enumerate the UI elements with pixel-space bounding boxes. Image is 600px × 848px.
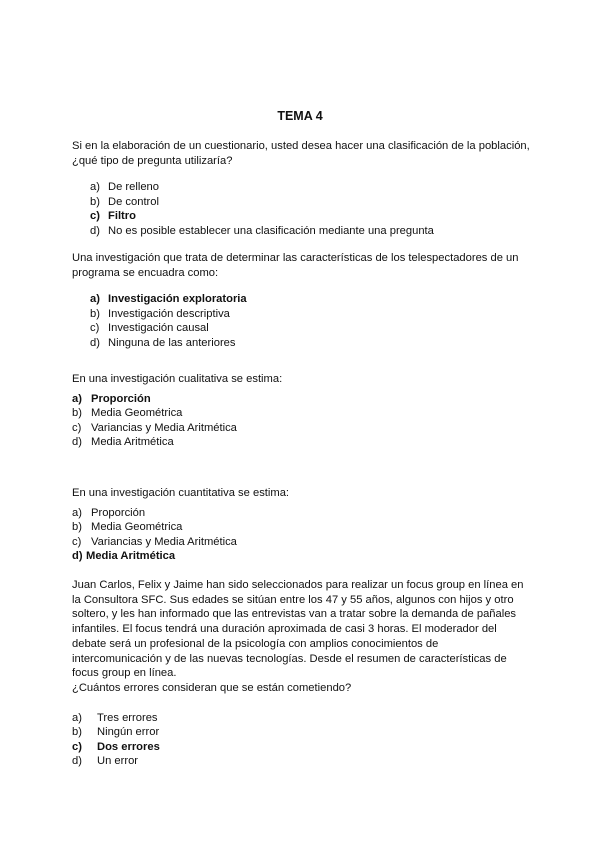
q2-option-d: d) Ninguna de las anteriores (90, 337, 236, 349)
question-5-line: debate será un profesional de la psicología con amplios conocimientos de (72, 637, 439, 650)
question-5-line: soltero, y les han informado que las entrevistas van a tratar sobre la demanda de pañales (72, 608, 517, 621)
q1-option-c: c) Filtro (90, 210, 136, 222)
question-5-line: ¿Cuántos errores consideran que se están cometiendo? (72, 681, 352, 694)
question-4 (72, 486, 532, 501)
q4-option-c: c) Variancias y Media Aritmética (72, 536, 237, 548)
question-2-line: programa se encuadra como: (72, 266, 219, 279)
q4-option-d: d) Media Aritmética (72, 550, 176, 562)
question-3 (72, 372, 532, 387)
q4-option-a: a) Proporción (72, 507, 146, 519)
q5-option-a: a) Tres errores (72, 712, 158, 724)
question-1-line: ¿qué tipo de pregunta utilizaría? (72, 154, 233, 167)
q1-option-a: a) De relleno (90, 181, 159, 193)
q5-option-d: d) Un error (72, 755, 139, 767)
q3-option-d: d) Media Aritmética (72, 436, 174, 448)
question-1 (72, 139, 532, 168)
question-3-line: En una investigación cualitativa se estima: (72, 373, 283, 385)
q5-option-c: c) Dos errores (72, 741, 160, 753)
q4-option-b: b) Media Geométrica (72, 521, 183, 533)
q1-option-d: d) No es posible establecer una clasificación mediante una pregunta (90, 225, 434, 237)
question-5-line: la Consultora SFC. Sus edades se sitúan entre los 47 y 55 años, algunos con hijos y otro (72, 593, 514, 606)
question-5 (72, 578, 542, 696)
question-4-line: En una investigación cuantitativa se estima: (72, 487, 290, 499)
q1-option-b: b) De control (90, 196, 159, 208)
q2-option-c: c) Investigación causal (90, 322, 209, 334)
page-title: TEMA 4 (277, 109, 323, 123)
q5-option-b: b) Ningún error (72, 726, 160, 738)
question-2-line: Una investigación que trata de determinar las características de los telespectadores de un (72, 252, 519, 264)
q2-option-b: b) Investigación descriptiva (90, 308, 230, 320)
question-5-line: focus group en línea. (72, 667, 177, 680)
q3-option-b: b) Media Geométrica (72, 407, 183, 419)
question-2 (72, 251, 532, 280)
question-5-line: infantiles. El focus tendrá una duración aproximada de casi 3 horas. El moderador del (72, 623, 497, 636)
question-5-line: Juan Carlos, Felix y Jaime han sido seleccionados para realizar un focus group en línea en (72, 579, 524, 591)
q3-option-c: c) Variancias y Media Aritmética (72, 422, 237, 434)
q2-option-a: a) Investigación exploratoria (90, 293, 247, 305)
q3-option-a: a) Proporción (72, 393, 151, 405)
question-5-line: intercomunicación y de las nuevas tecnologías. Desde el resumen de características de (72, 652, 507, 665)
question-1-line: Si en la elaboración de un cuestionario, usted desea hacer una clasificación de la población, (72, 140, 530, 152)
